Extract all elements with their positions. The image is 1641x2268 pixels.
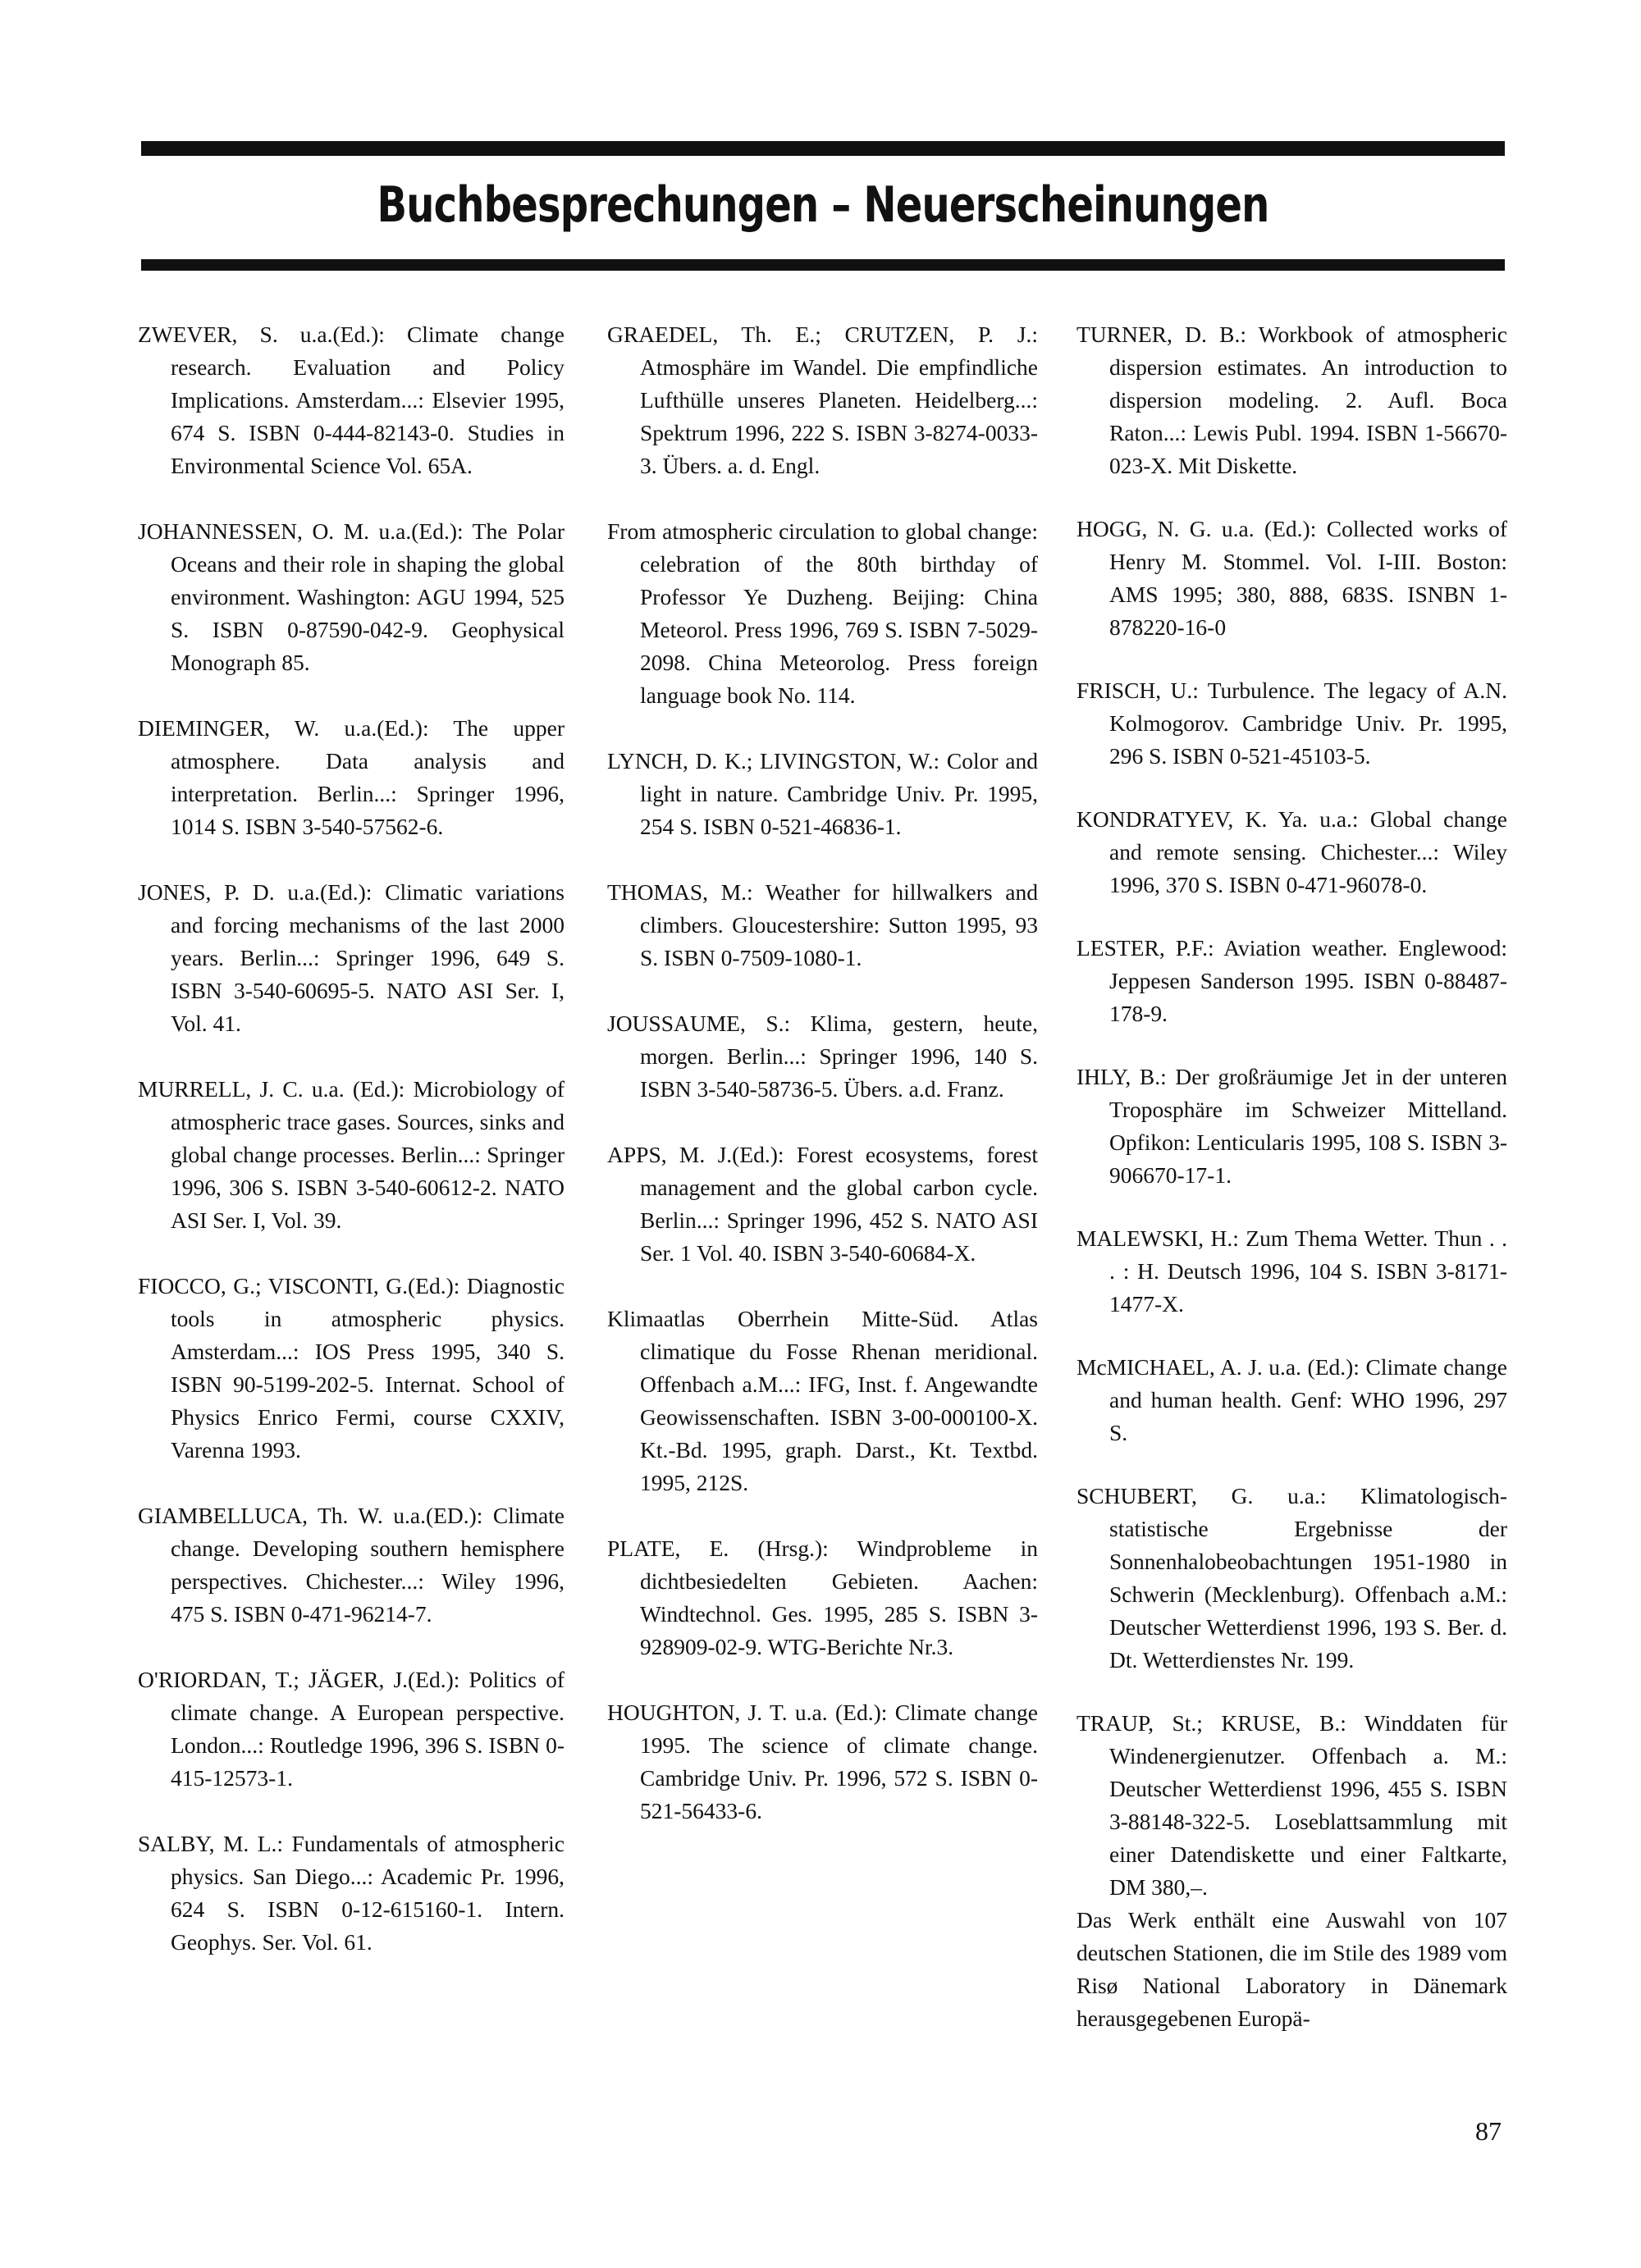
book-entry: LESTER, P.F.: Aviation weather. Englewood: Jeppesen Sanderson 1995. ISBN 0-88487-178-9. (1076, 935, 1507, 1026)
book-entry: HOUGHTON, J. T. u.a. (Ed.): Climate change 1995. The science of climate change. Cambridge Univ. Pr. 1996, 572 S. ISBN 0-521-56433-6. (607, 1700, 1038, 1823)
book-entry: GRAEDEL, Th. E.; CRUTZEN, P. J.: Atmosphäre im Wandel. Die empfindliche Lufthülle unseres Planeten. Heidelberg...: Spektrum 1996, 222 S. ISBN 3-8274-0033-3. Übers. a. d. Engl. (607, 322, 1038, 478)
page-number: 87 (1475, 2116, 1502, 2146)
book-entry: TURNER, D. B.: Workbook of atmospheric dispersion estimates. An introduction to dispersion modeling. 2. Aufl. Boca Raton...: Lewis Publ. 1994. ISBN 1-56670-023-X. Mit Diskette. (1076, 322, 1507, 478)
book-entry: From atmospheric circulation to global change: celebration of the 80th birthday of Professor Ye Duzheng. Beijing: China Meteorol. Press 1996, 769 S. ISBN 7-5029-2098. China Meteorolog. Press foreign language book No. 114. (607, 518, 1038, 708)
book-entry: MALEWSKI, H.: Zum Thema Wetter. Thun . . . : H. Deutsch 1996, 104 S. ISBN 3-8171-1477-X. (1076, 1225, 1507, 1317)
book-entry: O'RIORDAN, T.; JÄGER, J.(Ed.): Politics of climate change. A European perspective. London...: Routledge 1996, 396 S. ISBN 0-415-12573-1. (138, 1667, 565, 1791)
book-entry: JOHANNESSEN, O. M. u.a.(Ed.): The Polar Oceans and their role in shaping the global environment. Washington: AGU 1994, 525 S. ISBN 0-87590-042-9. Geophysical Monograph 85. (138, 518, 565, 675)
header-rule-top (141, 141, 1505, 156)
book-entry: THOMAS, M.: Weather for hillwalkers and climbers. Gloucestershire: Sutton 1995, 93 S. ISBN 0-7509-1080-1. (607, 879, 1038, 970)
book-entry: JONES, P. D. u.a.(Ed.): Climatic variations and forcing mechanisms of the last 2000 years. Berlin...: Springer 1996, 649 S. ISBN 3-540-60695-5. NATO ASI Ser. I, Vol. 41. (138, 879, 565, 1036)
book-entry: McMICHAEL, A. J. u.a. (Ed.): Climate change and human health. Genf: WHO 1996, 297 S. (1076, 1354, 1507, 1445)
book-entry: HOGG, N. G. u.a. (Ed.): Collected works of Henry M. Stommel. Vol. I-III. Boston: AMS 1995; 380, 888, 683S. ISNBN 1-878220-16-0 (1076, 516, 1507, 640)
book-entry: KONDRATYEV, K. Ya. u.a.: Global change and remote sensing. Chichester...: Wiley 1996, 370 S. ISBN 0-471-96078-0. (1076, 806, 1507, 897)
book-entry: TRAUP, St.; KRUSE, B.: Winddaten für Windenergienutzer. Offenbach a. M.: Deutscher Wetterdienst 1996, 455 S. ISBN 3-88148-322-5. Loseblattsammlung mit einer Datendiskette und einer Faltkarte, DM 380,–. (1076, 1710, 1507, 1900)
book-entry: FIOCCO, G.; VISCONTI, G.(Ed.): Diagnostic tools in atmospheric physics. Amsterdam...: IOS Press 1995, 340 S. ISBN 90-5199-202-5. Internat. School of Physics Enrico Fermi, course CXXIV, Varenna 1993. (138, 1273, 565, 1463)
book-entry: DIEMINGER, W. u.a.(Ed.): The upper atmosphere. Data analysis and interpretation. Berlin...: Springer 1996, 1014 S. ISBN 3-540-57562-6. (138, 715, 565, 839)
book-entry: SALBY, M. L.: Fundamentals of atmospheric physics. San Diego...: Academic Pr. 1996, 624 S. ISBN 0-12-615160-1. Intern. Geophys. Ser. Vol. 61. (138, 1831, 565, 1955)
book-entry: FRISCH, U.: Turbulence. The legacy of A.N. Kolmogorov. Cambridge Univ. Pr. 1995, 296 S. ISBN 0-521-45103-5. (1076, 678, 1507, 769)
column-left (138, 318, 565, 1959)
book-entry: LYNCH, D. K.; LIVINGSTON, W.: Color and light in nature. Cambridge Univ. Pr. 1995, 254 S. ISBN 0-521-46836-1. (607, 748, 1038, 839)
column-right (1076, 318, 1507, 2035)
review-paragraph: Das Werk enthält eine Auswahl von 107 deutschen Stationen, die im Stile des 1989 vom Risø National Laboratory in Dänemark herausgegebenen Europä- (1076, 1907, 1507, 2031)
book-entry: PLATE, E. (Hrsg.): Windprobleme in dichtbesiedelten Gebieten. Aachen: Windtechnol. Ges. 1995, 285 S. ISBN 3-928909-02-9. WTG-Berichte Nr.3. (607, 1536, 1038, 1659)
book-entry: IHLY, B.: Der großräumige Jet in der unteren Troposphäre im Schweizer Mittelland. Opfikon: Lenticularis 1995, 108 S. ISBN 3-906670-17-1. (1076, 1064, 1507, 1188)
column-middle (607, 318, 1038, 1828)
page-title: Buchbesprechungen – Neuerscheinungen (377, 176, 1269, 234)
book-entry: ZWEVER, S. u.a.(Ed.): Climate change research. Evaluation and Policy Implications. Amsterdam...: Elsevier 1995, 674 S. ISBN 0-444-82143-0. Studies in Environmental Science Vol. 65A. (138, 322, 565, 478)
book-entry: MURRELL, J. C. u.a. (Ed.): Microbiology of atmospheric trace gases. Sources, sinks and global change processes. Berlin...: Springer 1996, 306 S. ISBN 3-540-60612-2. NATO ASI Ser. I, Vol. 39. (138, 1076, 565, 1233)
book-entry: GIAMBELLUCA, Th. W. u.a.(ED.): Climate change. Developing southern hemisphere perspectives. Chichester...: Wiley 1996, 475 S. ISBN 0-471-96214-7. (138, 1503, 565, 1627)
book-entry: Klimaatlas Oberrhein Mitte-Süd. Atlas climatique du Fosse Rhenan meridional. Offenbach a.M...: IFG, Inst. f. Angewandte Geowissenschaften. ISBN 3-00-000100-X. Kt.-Bd. 1995, graph. Darst., Kt. Textbd. 1995, 212S. (607, 1306, 1038, 1495)
book-entry: JOUSSAUME, S.: Klima, gestern, heute, morgen. Berlin...: Springer 1996, 140 S. ISBN 3-540-58736-5. Übers. a.d. Franz. (607, 1011, 1038, 1102)
book-entry: SCHUBERT, G. u.a.: Klimatologisch-statistische Ergebnisse der Sonnenhalobeobachtungen 1951-1980 in Schwerin (Mecklenburg). Offenbach a.M.: Deutscher Wetterdienst 1996, 193 S. Ber. d. Dt. Wetterdienstes Nr. 199. (1076, 1483, 1507, 1672)
book-entry: APPS, M. J.(Ed.): Forest ecosystems, forest management and the global carbon cycle. Berlin...: Springer 1996, 452 S. NATO ASI Ser. 1 Vol. 40. ISBN 3-540-60684-X. (607, 1142, 1038, 1266)
header-rule-bottom (141, 259, 1505, 271)
